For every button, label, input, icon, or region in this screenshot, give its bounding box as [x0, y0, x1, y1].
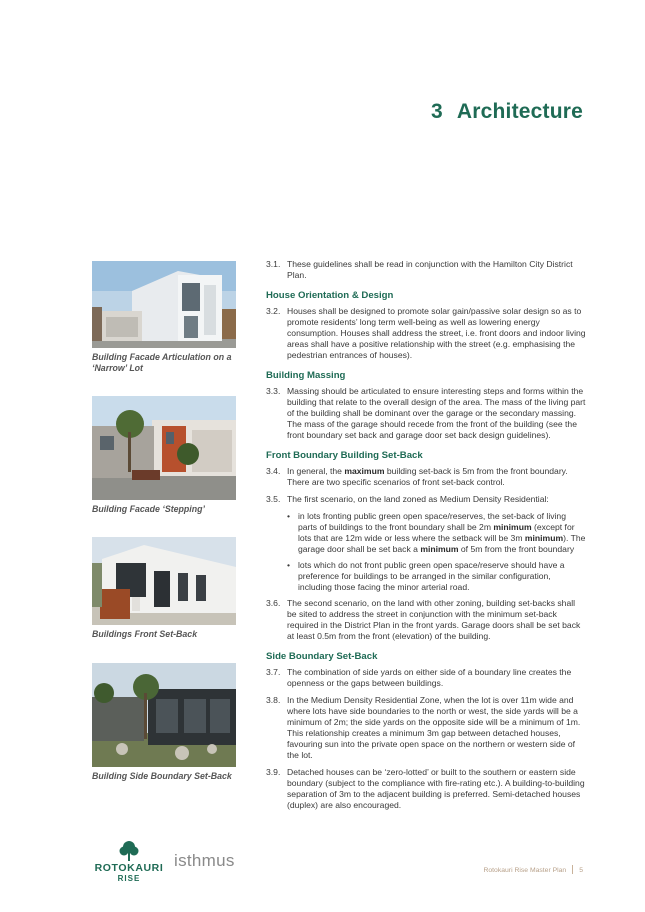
chapter-number: 3 [431, 100, 443, 123]
bullet-text: in lots fronting public green open space/reserves, the set-back of living parts of buildings to the front boundary shall be 2m [298, 511, 566, 532]
heading-building-massing: Building Massing [266, 370, 346, 381]
main-content [266, 259, 586, 817]
paragraph-text: Houses shall be designed to promote solar gain/passive solar design so as to promote residents’ long term well-being as well as lowering energy consumption. Houses shall address the street, i.e. front doors and indoor living areas shall have a positive relationship with the street (e.g. emphasising the pedestrian entrances of houses). [287, 306, 586, 360]
caption-side-boundary-setback: Building Side Boundary Set-Back [92, 771, 232, 781]
paragraph-text: Detached houses can be ‘zero-lotted’ or built to the southern or eastern side boundary (subject to the compliance with fire-rating etc.). A building-to-building separation of 3m to the adjacent building is preferred. Semi-detached houses (duplex) are also encouraged. [287, 767, 585, 810]
heading-front-boundary: Front Boundary Building Set-Back [266, 450, 423, 461]
paragraph-3-4 [266, 466, 586, 488]
photo-front-setback [92, 537, 236, 625]
paragraph-text: In the Medium Density Residential Zone, when the lot is over 11m wide and where lots have side boundaries to the north or west, the side yards will be a minimum of 2m; the side yards on the opposite side will be a minimum of 1m. This relationship creates a minimum 3m gap between detached houses, favouring sun into the private open space on the northern or western side of the lot. [287, 695, 581, 760]
paragraph-3-3 [266, 386, 586, 441]
paragraph-number: 3.8. [266, 695, 281, 705]
photo-block-1 [92, 261, 236, 374]
paragraph-3-6 [266, 598, 586, 642]
bullet-text: ). The garage door shall be set back a [298, 533, 586, 554]
bullet-text: lots which do not front public green open space/reserve should have a preference for buildings to be arranged in the similar configuration, including those facing the minor arterial road. [298, 560, 565, 592]
caption-facade-stepping: Building Facade ‘Stepping’ [92, 504, 205, 514]
photo-facade-narrow-lot [92, 261, 236, 348]
paragraph-text: The first scenario, on the land zoned as Medium Density Residential: [287, 494, 549, 504]
page-title [431, 100, 583, 124]
chapter-title-text: Architecture [456, 100, 583, 123]
photo-facade-stepping [92, 396, 236, 500]
photo-block-4 [92, 663, 236, 782]
paragraph-3-5 [266, 494, 586, 505]
bullet-dot: • [287, 560, 291, 570]
logo-wordmark: ROTOKAURI [94, 862, 164, 874]
photo-block-2 [92, 396, 236, 515]
paragraph-3-2 [266, 306, 586, 361]
paragraph-3-9 [266, 767, 586, 811]
isthmus-logo: isthmus [174, 851, 235, 870]
bullet-item-1 [266, 511, 586, 555]
bullet-dot: • [287, 511, 291, 521]
rotokauri-logo [90, 840, 168, 883]
paragraph-text: In general, the [287, 466, 345, 476]
emphasis-text: minimum [420, 544, 459, 554]
emphasis-text: maximum [344, 466, 385, 476]
paragraph-number: 3.4. [266, 466, 281, 476]
caption-facade-narrow-lot: Building Facade Articulation on a ‘Narrow’ Lot [92, 352, 232, 373]
emphasis-text: minimum [524, 533, 564, 543]
photo-block-3 [92, 537, 236, 640]
caption-front-setback: Buildings Front Set-Back [92, 629, 198, 639]
paragraph-number: 3.2. [266, 306, 281, 316]
heading-house-orientation: House Orientation & Design [266, 290, 394, 301]
paragraph-number: 3.7. [266, 667, 281, 677]
paragraph-number: 3.5. [266, 494, 281, 504]
paragraph-number: 3.6. [266, 598, 281, 608]
page-number: 5 [579, 867, 583, 874]
paragraph-number: 3.1. [266, 259, 281, 269]
tree-icon [118, 840, 140, 862]
footer-divider [572, 865, 573, 874]
paragraph-text: These guidelines shall be read in conjunction with the Hamilton City District Plan. [287, 259, 573, 280]
bullet-text: (except for lots that are 12m wide or less where the setback will be 3m [298, 522, 575, 543]
paragraph-text: Massing should be articulated to ensure interesting steps and forms within the building that relate to the overall design of the area. The mass of the living part of the building shall be dominant over the garage or the secondary massing. The mass of the garage should recede from the front of the building (see the front boundary set back and garage door set back design guidelines). [287, 386, 586, 440]
bullet-item-2 [266, 560, 586, 593]
emphasis-text: minimum [493, 522, 532, 532]
bullet-text: of 5m from the front boundary [458, 544, 575, 554]
page-footer [483, 865, 583, 874]
heading-side-boundary: Side Boundary Set-Back [266, 651, 378, 662]
paragraph-number: 3.3. [266, 386, 281, 396]
paragraph-text: The second scenario, on the land with other zoning, building set-backs shall be sited to address the street in conjunction with the minimum set-back required in the District Plan in the front yards. Garage doors shall be set back at least 0.5m from the front (elevation) of the building. [287, 598, 581, 641]
logo-subtitle: RISE [117, 874, 141, 883]
paragraph-text: building set-back is 5m from the front boundary. There are two specific scenarios of front set-back control. [287, 466, 568, 487]
photo-side-boundary-setback [92, 663, 236, 767]
paragraph-3-1 [266, 259, 586, 281]
paragraph-3-8 [266, 695, 586, 761]
paragraph-text: The combination of side yards on either side of a boundary line creates the openness or the gaps between buildings. [287, 667, 572, 688]
paragraph-3-7 [266, 667, 586, 689]
document-title: Rotokauri Rise Master Plan [483, 867, 567, 874]
paragraph-number: 3.9. [266, 767, 281, 777]
